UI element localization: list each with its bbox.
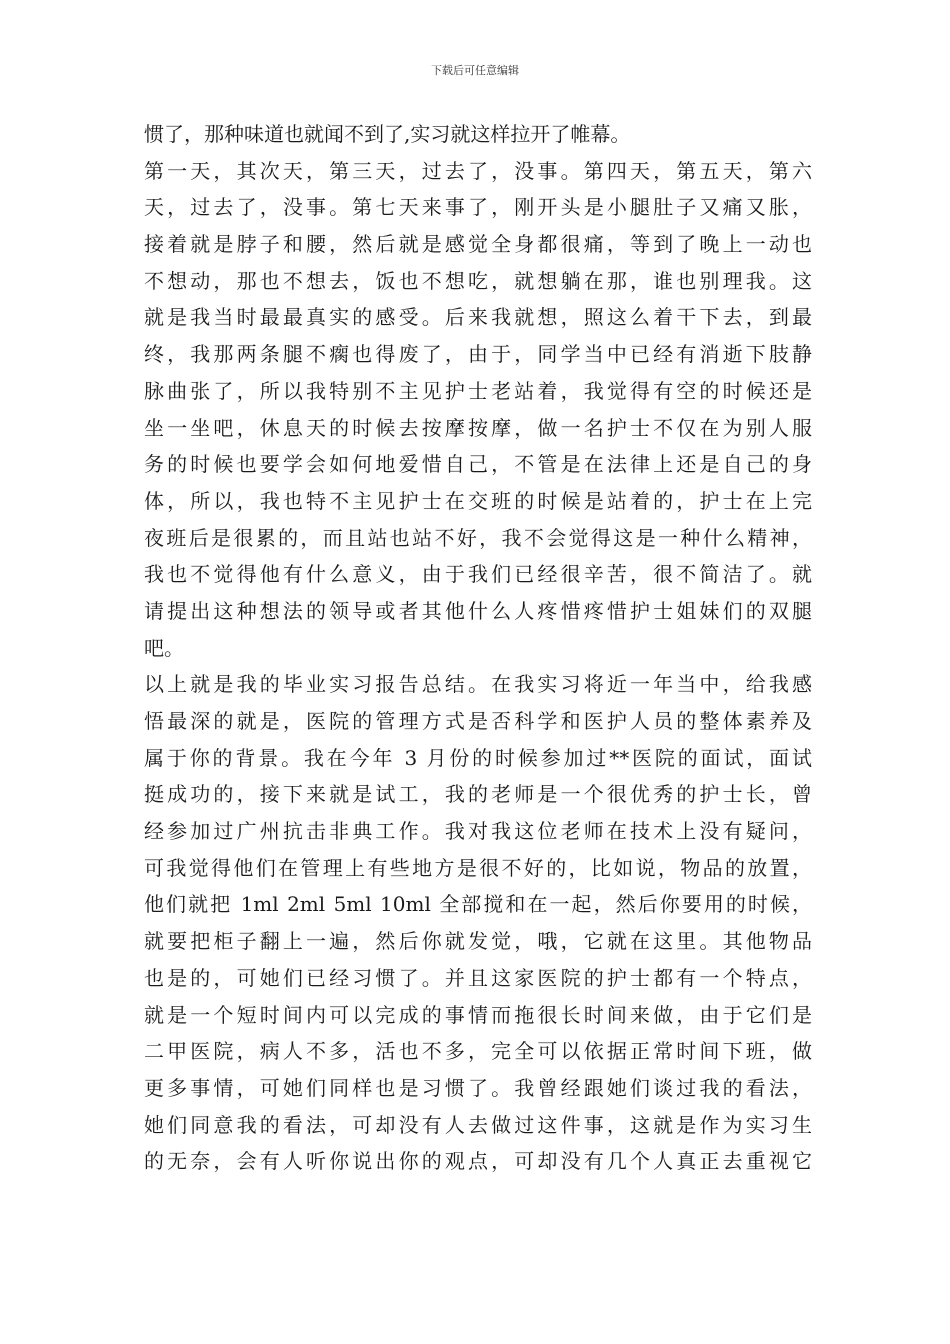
text-line: 坐一坐吧，休息天的时候去按摩按摩，做一名护士不仅在为别人服 bbox=[144, 415, 812, 440]
text-line: 天，过去了，没事。第七天来事了，刚开头是小腿肚子又痛又胀， bbox=[144, 195, 812, 220]
page-header: 下载后可任意编辑 bbox=[431, 64, 519, 77]
text-line: 我也不觉得他有什么意义，由于我们已经很辛苦，很不简洁了。就 bbox=[144, 562, 812, 587]
text-line: 的无奈，会有人听你说出你的观点，可却没有几个人真正去重视它 bbox=[144, 1149, 812, 1174]
text-line: 可我觉得他们在管理上有些地方是很不好的，比如说，物品的放置， bbox=[144, 855, 812, 880]
document-body bbox=[144, 116, 812, 1180]
text-line: 更多事情，可她们同样也是习惯了。我曾经跟她们谈过我的看法， bbox=[144, 1075, 812, 1100]
text-line: 就要把柜子翻上一遍，然后你就发觉，哦，它就在这里。其他物品 bbox=[144, 929, 812, 954]
text-line: 也是的，可她们已经习惯了。并且这家医院的护士都有一个特点， bbox=[144, 965, 812, 990]
text-line: 夜班后是很累的，而且站也站不好，我不会觉得这是一种什么精神， bbox=[144, 525, 812, 550]
text-line: 挺成功的，接下来就是试工，我的老师是一个很优秀的护士长，曾 bbox=[144, 782, 812, 807]
text-line: 就是我当时最最真实的感受。后来我就想，照这么着干下去，到最 bbox=[144, 305, 812, 330]
text-line: 惯了，那种味道也就闻不到了,实习就这样拉开了帷幕。 bbox=[144, 122, 631, 146]
text-line: 第一天，其次天，第三天，过去了，没事。第四天，第五天，第六 bbox=[144, 158, 812, 183]
text-line: 吧。 bbox=[144, 635, 184, 660]
text-line: 她们同意我的看法，可却没有人去做过这件事，这就是作为实习生 bbox=[144, 1112, 812, 1137]
text-line: 接着就是脖子和腰，然后就是感觉全身都很痛，等到了晚上一动也 bbox=[144, 232, 812, 257]
text-line: 以上就是我的毕业实习报告总结。在我实习将近一年当中，给我感 bbox=[144, 672, 812, 697]
paragraph-2 bbox=[144, 153, 812, 667]
text-line: 他们就把 1ml 2ml 5ml 10ml 全部搅和在一起，然后你要用的时候， bbox=[144, 892, 812, 917]
text-line: 务的时候也要学会如何地爱惜自己，不管是在法律上还是自己的身 bbox=[144, 452, 812, 477]
text-line: 终，我那两条腿不瘸也得废了，由于，同学当中已经有消逝下肢静 bbox=[144, 342, 812, 367]
text-line: 脉曲张了，所以我特别不主见护士老站着，我觉得有空的时候还是 bbox=[144, 378, 812, 403]
text-line: 经参加过广州抗击非典工作。我对我这位老师在技术上没有疑问， bbox=[144, 819, 812, 844]
text-line: 悟最深的就是，医院的管理方式是否科学和医护人员的整体素养及 bbox=[144, 709, 812, 733]
text-line: 请提出这种想法的领导或者其他什么人疼惜疼惜护士姐妹们的双腿 bbox=[144, 598, 812, 623]
text-line: 体，所以，我也特不主见护士在交班的时候是站着的，护士在上完 bbox=[144, 488, 812, 513]
text-line: 二甲医院，病人不多，活也不多，完全可以依据正常时间下班，做 bbox=[144, 1039, 812, 1064]
text-line: 不想动，那也不想去，饭也不想吃，就想躺在那，谁也别理我。这 bbox=[144, 268, 812, 293]
paragraph-1 bbox=[144, 116, 812, 153]
text-line: 就是一个短时间内可以完成的事情而拖很长时间来做，由于它们是 bbox=[144, 1002, 812, 1027]
text-line: 属于你的背景。我在今年 3 月份的时候参加过**医院的面试，面试 bbox=[144, 745, 812, 770]
paragraph-3 bbox=[144, 666, 812, 1180]
